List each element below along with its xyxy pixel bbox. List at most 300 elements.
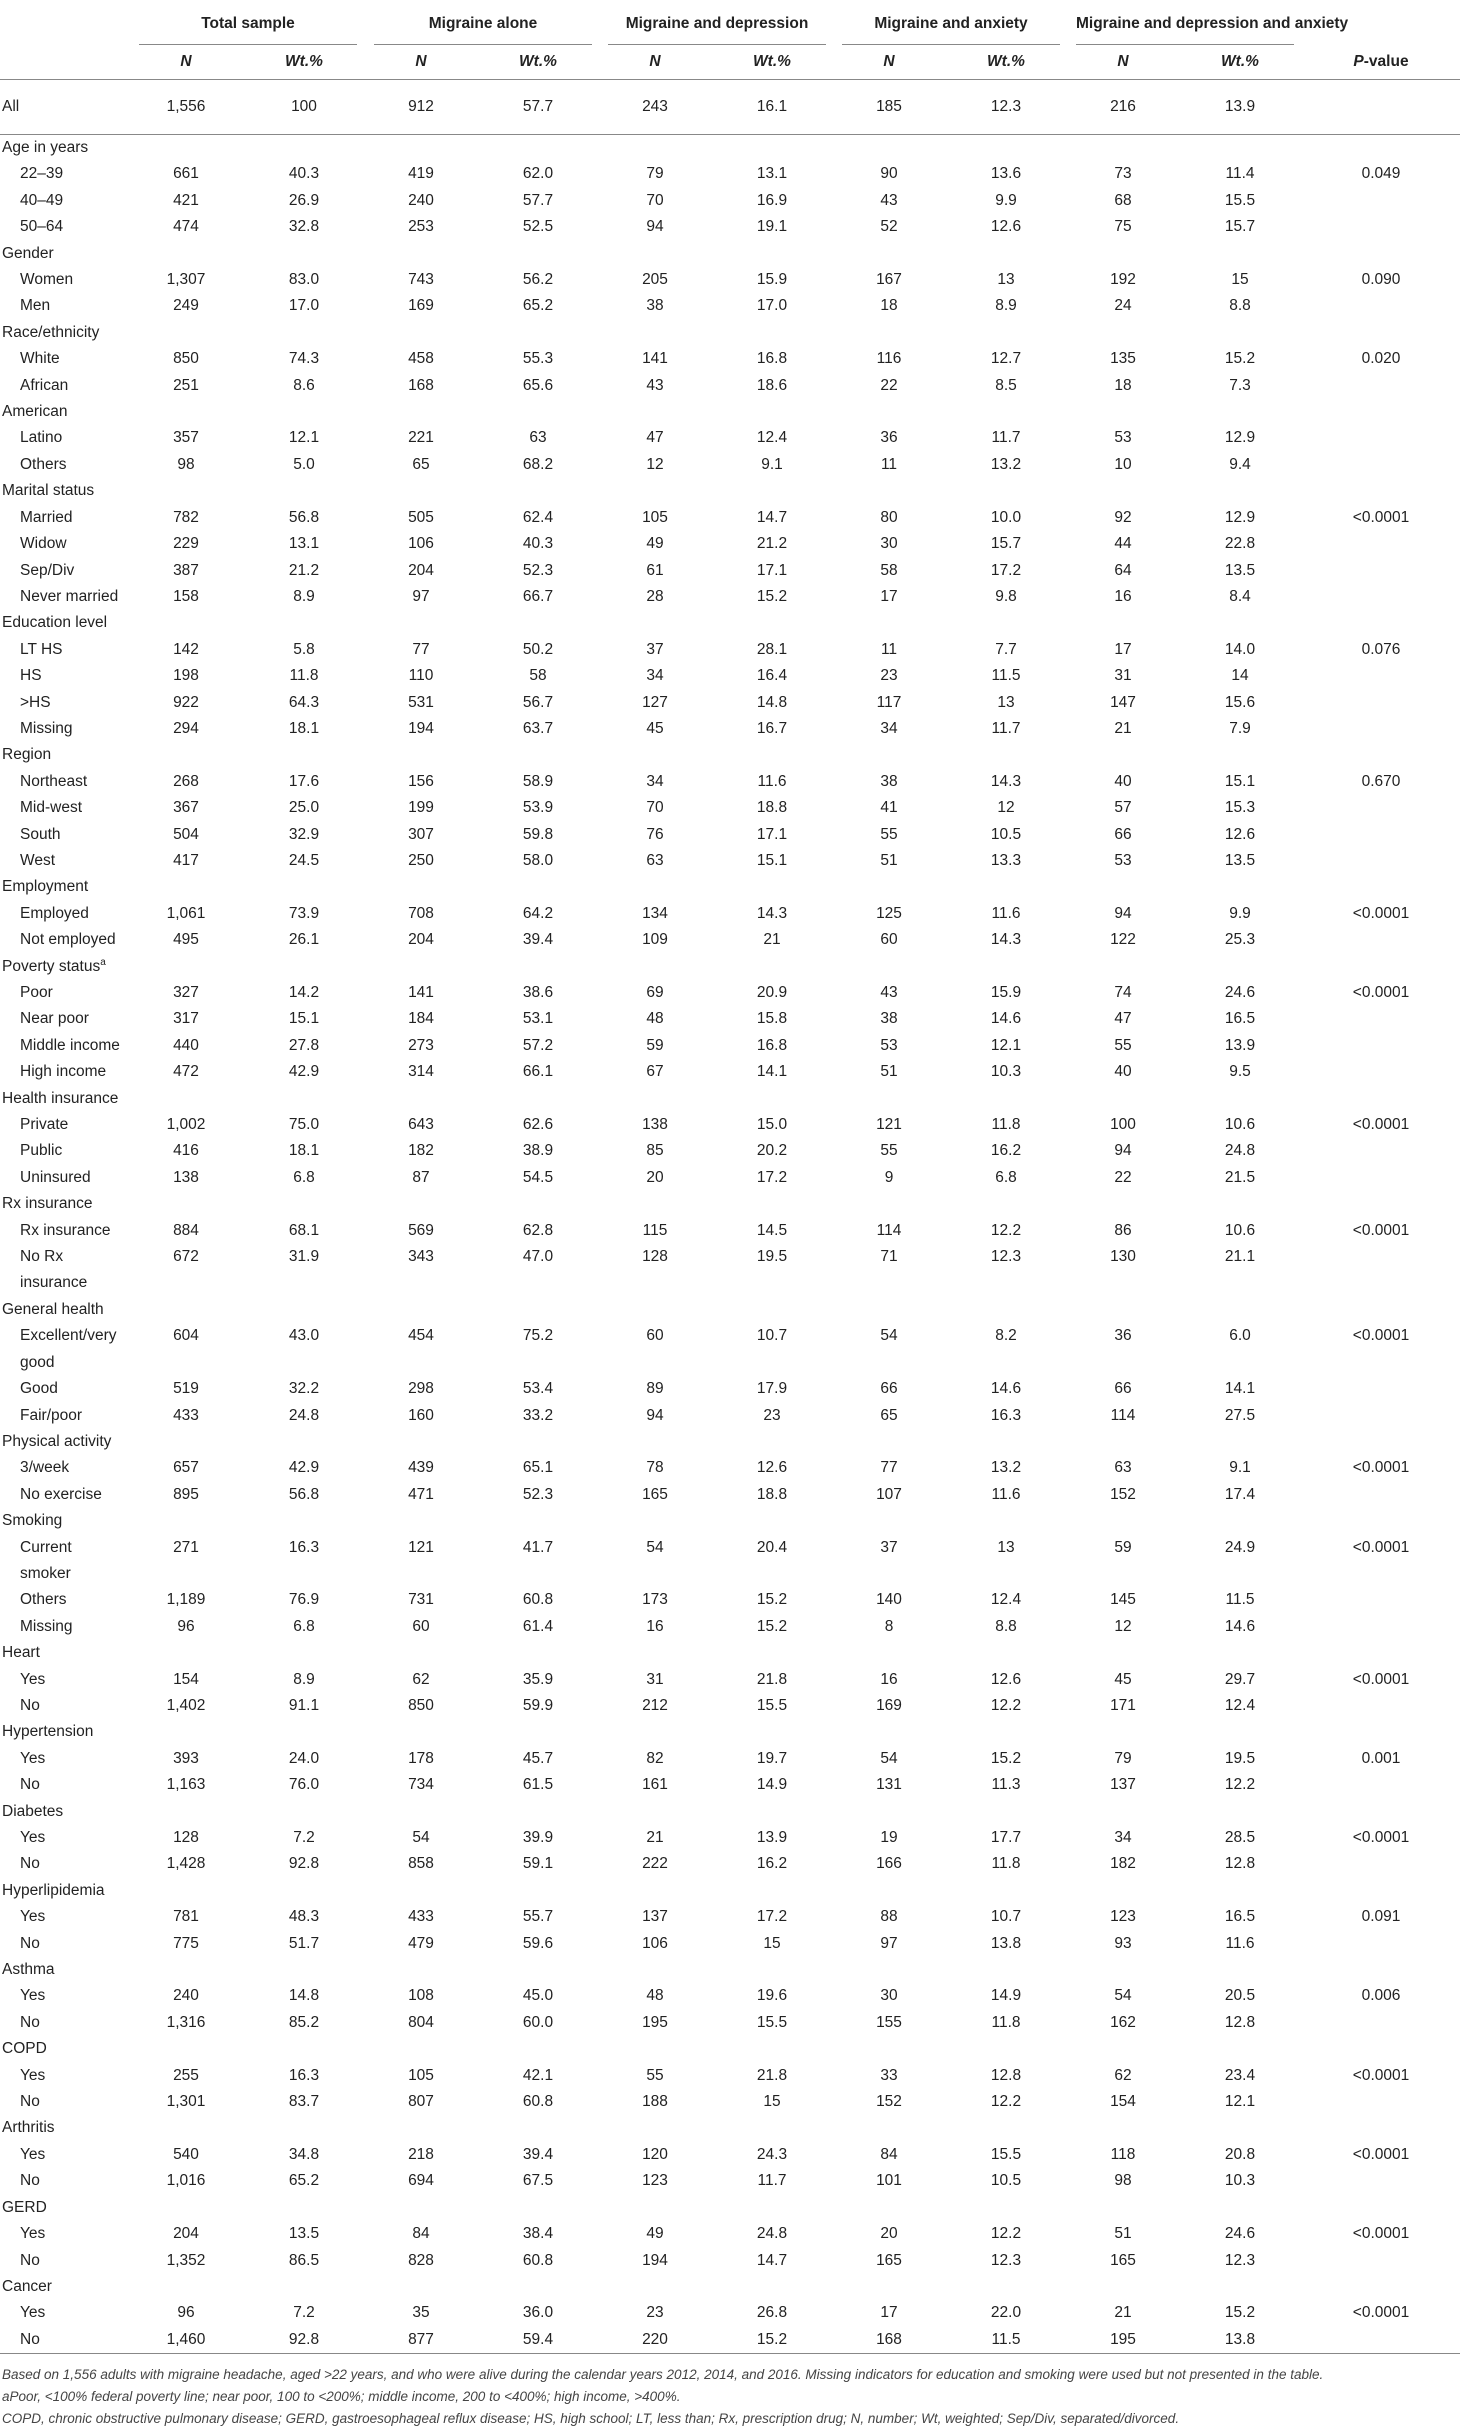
cell <box>366 610 476 636</box>
cell <box>944 2195 1068 2221</box>
cell: 74 <box>1114 984 1132 1001</box>
p-value-cell <box>1302 2274 1460 2300</box>
cell: 67 <box>646 1063 664 1081</box>
cell: 165 <box>876 2251 902 2269</box>
cell: 80 <box>880 508 898 526</box>
cell <box>1068 320 1178 346</box>
cell: 98 <box>1114 2172 1132 2190</box>
row-label: High income <box>20 1063 107 1081</box>
cell: 240 <box>173 1987 199 2005</box>
cell <box>600 478 710 504</box>
row-label: 3/week <box>20 1459 70 1477</box>
cell <box>1068 478 1178 504</box>
cell: 140 <box>876 1591 902 1609</box>
cell: 182 <box>408 1142 434 1160</box>
cell <box>476 1297 600 1323</box>
cell <box>710 1297 834 1323</box>
cell <box>366 954 476 980</box>
cell: 15.7 <box>1224 218 1256 236</box>
cell <box>366 241 476 267</box>
cell: 42.9 <box>288 1063 320 1081</box>
cell: 26.9 <box>288 191 320 209</box>
cell <box>944 2115 1068 2141</box>
cell: 21.1 <box>1224 1248 1256 1266</box>
cell: 24.3 <box>756 2145 788 2163</box>
col-n: N <box>180 53 192 70</box>
p-value-cell <box>1302 2195 1460 2221</box>
cell <box>710 1086 834 1112</box>
table-row <box>0 1693 1460 1719</box>
cell <box>600 1957 710 1983</box>
cell <box>1178 1799 1302 1825</box>
p-value-cell <box>1302 1270 1460 1296</box>
cell: 12.2 <box>990 1696 1022 1714</box>
row-label: All <box>2 98 20 115</box>
cell <box>366 742 476 768</box>
cell: 1,352 <box>166 2251 206 2269</box>
cell: 123 <box>642 2172 668 2190</box>
cell: 13.1 <box>756 165 788 183</box>
cell: 165 <box>642 1485 668 1503</box>
row-label: Not employed <box>20 931 116 949</box>
cell: 145 <box>1110 1591 1136 1609</box>
row-label: No <box>20 2093 40 2111</box>
cell <box>944 610 1068 636</box>
cell: 91.1 <box>288 1696 320 1714</box>
cell <box>1178 1508 1302 1534</box>
cell: 22 <box>1114 1168 1132 1186</box>
cell: 64.3 <box>288 693 320 711</box>
cell: 1,016 <box>166 2172 206 2190</box>
cell: 21 <box>646 1829 664 1846</box>
cell: 14.8 <box>288 1987 320 2005</box>
cell: 66 <box>1114 825 1132 843</box>
cell: 53 <box>1114 429 1132 447</box>
table-row <box>0 716 1460 742</box>
cell: 1,163 <box>166 1776 206 1794</box>
cell: 16.5 <box>1224 1010 1256 1028</box>
cell: 243 <box>642 98 668 115</box>
p-value-cell <box>1302 1244 1460 1270</box>
cell: 12.1 <box>990 1036 1022 1054</box>
category-label: Arthritis <box>2 2119 55 2137</box>
row-label: No <box>20 1855 40 1873</box>
cell: 11.6 <box>991 1485 1021 1503</box>
cell: 76 <box>646 825 664 843</box>
p-value-cell <box>1302 690 1460 716</box>
cell: 141 <box>642 350 668 368</box>
table-row <box>0 1535 1460 1561</box>
cell <box>944 1270 1068 1296</box>
cell <box>1178 2115 1302 2141</box>
cell <box>476 610 600 636</box>
cell: 13.9 <box>756 1829 788 1846</box>
table-row <box>0 1931 1460 1957</box>
cell <box>944 874 1068 900</box>
cell: 15.2 <box>990 1749 1022 1767</box>
cell: 86.5 <box>288 2251 320 2269</box>
category-row <box>0 1508 1460 1534</box>
cell: 75.2 <box>522 1327 554 1345</box>
category-row <box>0 1640 1460 1666</box>
cell <box>600 1350 710 1376</box>
cell: 156 <box>408 772 434 790</box>
p-value-cell <box>1302 1799 1460 1825</box>
cell: 828 <box>408 2251 434 2269</box>
p-value-cell <box>1302 822 1460 848</box>
category-label: Diabetes <box>2 1802 64 1820</box>
row-label: South <box>20 825 61 843</box>
cell: 59.8 <box>522 825 554 843</box>
cell <box>834 1878 944 1904</box>
p-value-cell <box>1302 80 1460 135</box>
p-value-cell <box>1302 1878 1460 1904</box>
cell: 130 <box>1110 1248 1136 1266</box>
cell: 20.8 <box>1224 2145 1256 2163</box>
cell: 18.1 <box>288 719 320 737</box>
cell: 15.2 <box>756 587 788 605</box>
cell: 11.7 <box>991 429 1021 447</box>
cell: 40 <box>1114 1063 1132 1081</box>
cell <box>834 1270 944 1296</box>
cell: 121 <box>876 1116 902 1134</box>
cell <box>242 2036 366 2062</box>
cell: 55 <box>1114 1036 1132 1054</box>
cell <box>242 1799 366 1825</box>
cell: 9.9 <box>1229 904 1251 922</box>
cell: 14.9 <box>990 1987 1022 2005</box>
cell: 54 <box>646 1538 664 1556</box>
table-row <box>0 1667 1460 1693</box>
cell: 16 <box>646 1617 664 1635</box>
cell <box>600 1429 710 1455</box>
cell <box>366 1508 476 1534</box>
cell <box>1068 610 1178 636</box>
cell <box>1178 874 1302 900</box>
cell: 357 <box>173 429 199 447</box>
cell: 13 <box>997 693 1015 711</box>
cell: 38.6 <box>522 984 554 1001</box>
cell <box>366 1640 476 1666</box>
cell: 121 <box>408 1538 434 1556</box>
table-row <box>0 505 1460 531</box>
cell: 53 <box>1114 851 1132 869</box>
characteristics-table <box>0 4 1460 2354</box>
p-value-cell <box>1302 320 1460 346</box>
row-label: Employed <box>20 904 89 922</box>
cell <box>366 1086 476 1112</box>
cell: 24.0 <box>288 1749 320 1767</box>
cell <box>600 1508 710 1534</box>
row-label: Yes <box>20 2066 46 2084</box>
table-row <box>0 1270 1460 1296</box>
row-label: Yes <box>20 2225 46 2243</box>
cell: 18 <box>1114 376 1132 394</box>
category-row <box>0 320 1460 346</box>
cell: 55 <box>646 2066 664 2084</box>
cell: 14 <box>1231 667 1249 685</box>
cell <box>130 2115 242 2141</box>
cell: 10.0 <box>990 508 1022 526</box>
cell: 83.7 <box>288 2093 320 2111</box>
cell: 8 <box>884 1617 894 1635</box>
group-header-migraine-depression-anxiety: Migraine and depression and anxiety <box>1068 4 1302 45</box>
cell: 41 <box>880 799 898 817</box>
row-label: 22–39 <box>20 165 64 183</box>
cell: 84 <box>412 2225 430 2243</box>
cell: 154 <box>173 1670 199 1688</box>
cell: 419 <box>408 165 434 183</box>
col-n: N <box>883 53 895 70</box>
cell <box>1068 1297 1178 1323</box>
cell: 60.0 <box>522 2013 554 2031</box>
row-label: No <box>20 2013 40 2031</box>
cell: 12.8 <box>1224 2013 1256 2031</box>
p-value-cell <box>1302 399 1460 425</box>
cell: 39.4 <box>522 931 554 949</box>
row-label: Widow <box>20 535 67 553</box>
cell: 94 <box>1114 1142 1132 1160</box>
cell <box>476 1640 600 1666</box>
cell <box>366 1957 476 1983</box>
cell: 49 <box>646 2225 664 2243</box>
cell <box>834 399 944 425</box>
row-label: Excellent/very <box>20 1327 117 1345</box>
cell: 34 <box>646 772 664 790</box>
cell: 16.4 <box>756 667 788 685</box>
row-label: 50–64 <box>20 218 64 236</box>
cell: 12.4 <box>756 429 788 447</box>
p-value-cell <box>1302 478 1460 504</box>
row-label: White <box>20 350 60 368</box>
cell: 9.9 <box>995 191 1017 209</box>
table-row <box>0 531 1460 557</box>
row-label: Public <box>20 1142 63 1160</box>
cell: 29.7 <box>1224 1670 1256 1688</box>
cell: 53.9 <box>522 799 554 817</box>
cell: 17.2 <box>756 1908 788 1926</box>
cell: 117 <box>876 693 902 711</box>
p-value-cell <box>1302 795 1460 821</box>
cell: 58.9 <box>522 772 554 790</box>
cell: 77 <box>412 640 430 658</box>
cell: 18.8 <box>756 799 788 817</box>
cell: 14.7 <box>756 508 788 526</box>
p-value-cell <box>1302 610 1460 636</box>
row-label: Rx insurance <box>20 1221 111 1239</box>
p-value-cell <box>1302 1561 1460 1587</box>
table-row <box>0 161 1460 187</box>
category-label: Cancer <box>2 2277 52 2295</box>
p-value-cell: <0.0001 <box>1352 1459 1410 1477</box>
cell: 387 <box>173 561 199 579</box>
cell: 11.6 <box>1225 1934 1255 1952</box>
cell: 105 <box>408 2066 434 2084</box>
cell: 440 <box>173 1036 199 1054</box>
cell <box>366 135 476 162</box>
row-label: Men <box>20 297 51 315</box>
cell: 9.1 <box>1229 1459 1251 1477</box>
cell <box>600 2036 710 2062</box>
cell: 59.1 <box>522 1855 554 1873</box>
p-value-cell <box>1302 1138 1460 1164</box>
cell: 11.8 <box>991 1116 1021 1134</box>
cell: 15 <box>763 1934 781 1952</box>
cell: 11.4 <box>1225 165 1255 183</box>
cell: 9.8 <box>995 587 1017 605</box>
cell <box>600 1719 710 1745</box>
cell: 92 <box>1114 508 1132 526</box>
p-value-cell <box>1302 425 1460 451</box>
cell <box>476 1561 600 1587</box>
cell <box>1178 1561 1302 1587</box>
cell: 13.8 <box>1224 2330 1256 2348</box>
cell: 1,402 <box>166 1696 206 1714</box>
cell: 21.8 <box>756 2066 788 2084</box>
cell <box>476 954 600 980</box>
cell: 417 <box>173 851 199 869</box>
cell: 17 <box>1114 640 1132 658</box>
cell <box>130 135 242 162</box>
cell: 17 <box>880 587 898 605</box>
cell: 52 <box>880 218 898 236</box>
cell: 249 <box>173 297 199 315</box>
cell: 45.0 <box>522 1987 554 2005</box>
table-row <box>0 1350 1460 1376</box>
table-row <box>0 1403 1460 1429</box>
cell <box>1178 1640 1302 1666</box>
cell: 199 <box>408 799 434 817</box>
p-value-cell: <0.0001 <box>1352 1327 1410 1345</box>
p-value-cell <box>1302 1429 1460 1455</box>
cell: 79 <box>646 165 664 183</box>
cell: 495 <box>173 931 199 949</box>
cell: 1,301 <box>166 2093 206 2111</box>
cell: 169 <box>408 297 434 315</box>
cell: 20.9 <box>756 984 788 1001</box>
cell: 643 <box>408 1116 434 1134</box>
cell <box>130 954 242 980</box>
cell: 42.1 <box>522 2066 554 2084</box>
cell: 50.2 <box>522 640 554 658</box>
cell: 24.6 <box>1224 2225 1256 2243</box>
cell: 5.0 <box>293 455 315 473</box>
cell: 454 <box>408 1327 434 1345</box>
cell: 100 <box>291 98 317 115</box>
cell <box>476 1086 600 1112</box>
cell: 160 <box>408 1406 434 1424</box>
cell: 1,307 <box>166 271 206 289</box>
cell: 56.8 <box>288 1485 320 1503</box>
cell: 40.3 <box>288 165 320 183</box>
table-row <box>0 795 1460 821</box>
cell: 107 <box>876 1485 902 1503</box>
cell <box>834 2036 944 2062</box>
cell: 13.8 <box>990 1934 1022 1952</box>
cell <box>242 1297 366 1323</box>
cell <box>476 2195 600 2221</box>
cell: 11.8 <box>991 1855 1021 1873</box>
cell: 41.7 <box>522 1538 554 1556</box>
cell: 7.9 <box>1229 719 1251 737</box>
row-label: No <box>20 2330 40 2348</box>
cell <box>944 1086 1068 1112</box>
cell <box>1178 1191 1302 1217</box>
cell: 16.2 <box>990 1142 1022 1160</box>
cell: 14.0 <box>1224 640 1256 658</box>
row-label: African <box>20 376 69 394</box>
cell: 138 <box>173 1168 199 1186</box>
p-value-cell <box>1302 1403 1460 1429</box>
row-label: LT HS <box>20 640 63 658</box>
cell: 44 <box>1114 535 1132 553</box>
cell: 37 <box>646 640 664 658</box>
cell: 34 <box>880 719 898 737</box>
cell: 195 <box>1110 2330 1136 2348</box>
cell: 25.3 <box>1224 931 1256 949</box>
cell: 8.8 <box>995 1617 1017 1635</box>
cell <box>600 1297 710 1323</box>
cell: 12.7 <box>990 350 1022 368</box>
row-label: No exercise <box>20 1485 102 1503</box>
cell <box>1068 2036 1178 2062</box>
cell <box>1068 1086 1178 1112</box>
cell <box>242 742 366 768</box>
row-label: No <box>20 2251 40 2269</box>
category-label: Gender <box>2 244 54 262</box>
cell <box>944 399 1068 425</box>
cell <box>1178 1086 1302 1112</box>
cell: 255 <box>173 2066 199 2084</box>
cell: 12.6 <box>756 1459 788 1477</box>
cell <box>242 1508 366 1534</box>
cell: 66 <box>880 1380 898 1398</box>
table-row <box>0 1059 1460 1085</box>
cell: 88 <box>880 1908 898 1926</box>
cell <box>600 1799 710 1825</box>
cell: 195 <box>642 2013 668 2031</box>
cell: 471 <box>408 1485 434 1503</box>
cell: 60 <box>880 931 898 949</box>
cell: 65.1 <box>522 1459 554 1477</box>
cell: 15.5 <box>990 2145 1022 2163</box>
header-blank-2 <box>0 45 130 80</box>
cell: 18.8 <box>756 1485 788 1503</box>
table-row <box>0 293 1460 319</box>
cell: 6.0 <box>1229 1327 1251 1345</box>
cell: 743 <box>408 271 434 289</box>
cell: 657 <box>173 1459 199 1477</box>
cell: 152 <box>876 2093 902 2111</box>
cell: 24.8 <box>756 2225 788 2243</box>
cell <box>834 1297 944 1323</box>
cell <box>242 399 366 425</box>
cell <box>600 1191 710 1217</box>
cell: 155 <box>876 2013 902 2031</box>
cell: 11.6 <box>757 772 787 790</box>
cell <box>130 1086 242 1112</box>
cell <box>710 2274 834 2300</box>
cell: 21.2 <box>756 535 788 553</box>
cell: 221 <box>408 429 434 447</box>
cell: 74.3 <box>288 350 320 368</box>
row-label: No Rx <box>20 1248 64 1266</box>
cell: 127 <box>642 693 668 711</box>
p-value-cell: <0.0001 <box>1352 1829 1410 1846</box>
cell <box>1178 135 1302 162</box>
cell <box>710 1957 834 1983</box>
cell: 24.6 <box>1224 984 1256 1001</box>
